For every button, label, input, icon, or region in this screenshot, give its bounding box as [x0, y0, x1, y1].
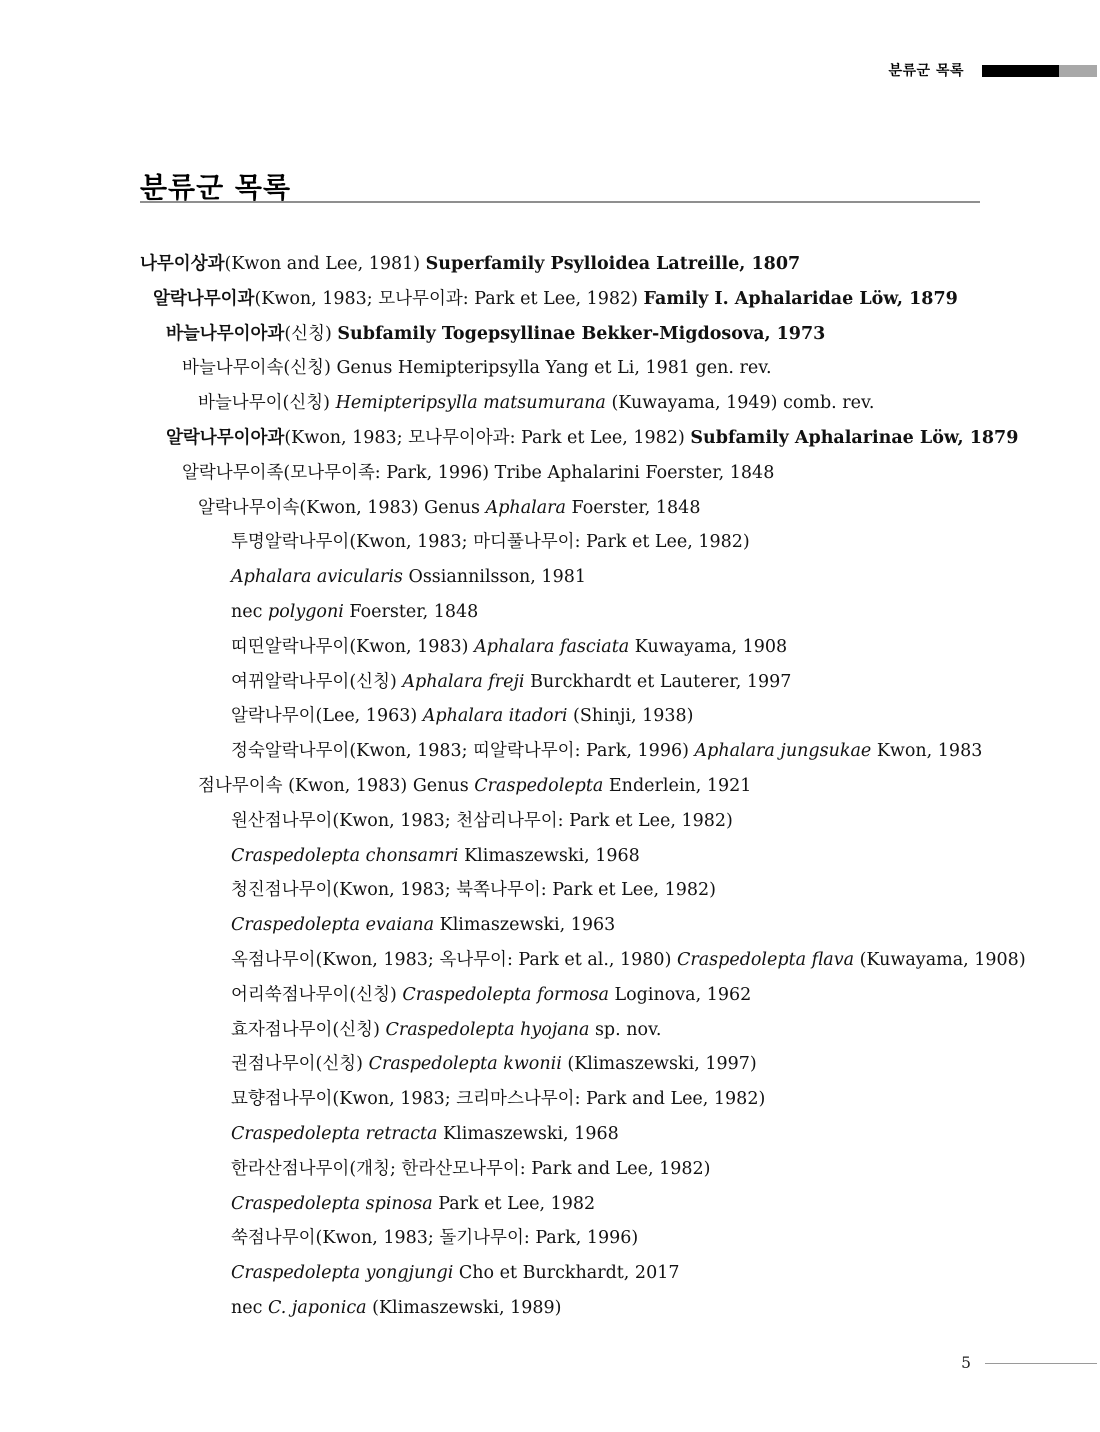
taxon-text-segment: 바늘나무이속(신칭) Genus Hemipteripsylla Yang et Li, 1981 gen. rev. [182, 358, 772, 379]
taxon-text-segment: Subfamily Aphalarinae Löw, 1879 [690, 427, 1019, 448]
taxon-line [140, 421, 1070, 456]
taxon-text-segment: (Kwon, 1983; 모나무이아과: Park et Lee, 1982) [284, 427, 691, 448]
taxon-line [140, 351, 1070, 386]
taxon-line [140, 491, 1070, 526]
taxon-text-segment: Ossiannilsson, 1981 [402, 567, 586, 588]
taxon-text-segment: Foerster, 1848 [343, 601, 479, 622]
taxon-text-segment: 점나무이속 (Kwon, 1983) Genus [198, 775, 475, 796]
taxon-line [140, 456, 1070, 491]
taxon-line [140, 1256, 1070, 1291]
taxon-text-segment: (Kuwayama, 1908) [854, 949, 1026, 970]
taxon-line [140, 1082, 1070, 1117]
running-header-title: 분류군 목록 [888, 63, 964, 79]
taxon-line [140, 734, 1070, 769]
taxon-text-segment: Kuwayama, 1908 [629, 636, 788, 657]
taxon-text-segment: Superfamily Psylloidea Latreille, 1807 [425, 254, 801, 274]
taxon-text-segment: sp. nov. [589, 1019, 662, 1040]
taxon-line [140, 1187, 1070, 1222]
taxon-text-segment: 알락나무이과 [153, 288, 255, 309]
taxon-text-segment: Klimaszewski, 1968 [458, 845, 640, 866]
page-title: 분류군 목록 [140, 170, 291, 204]
taxon-line [140, 804, 1070, 839]
taxon-text-segment: Aphalara [485, 497, 566, 518]
taxon-text-segment: Foerster, 1848 [565, 497, 701, 518]
page-footer [0, 1354, 1097, 1372]
taxon-text-segment: Craspedolepta spinosa [231, 1193, 433, 1214]
taxon-line [140, 665, 1070, 700]
taxon-text-segment: 바늘나무이(신칭) [198, 393, 336, 414]
footer-divider [985, 1363, 1097, 1364]
taxon-text-segment: Craspedolepta hyojana [385, 1019, 590, 1040]
taxon-text-segment: (신칭) [284, 323, 338, 344]
taxon-text-segment: 청진점나무이(Kwon, 1983; 북쪽나무이: Park et Lee, 1982) [231, 880, 716, 901]
taxon-text-segment: 바늘나무이아과 [166, 323, 285, 344]
taxon-line [140, 769, 1070, 804]
taxon-line [140, 317, 1070, 352]
taxon-text-segment: Loginova, 1962 [608, 984, 752, 1005]
taxon-text-segment: Klimaszewski, 1968 [437, 1123, 619, 1144]
taxon-line [140, 386, 1070, 421]
header-black-bar [982, 65, 1059, 77]
taxon-line [140, 908, 1070, 943]
taxon-text-segment: Subfamily Togepsyllinae Bekker-Migdosova, 1973 [337, 323, 826, 344]
taxon-text-segment: 여뀌알락나무이(신칭) [231, 671, 403, 692]
taxon-text-segment: Craspedolepta formosa [402, 984, 609, 1005]
taxon-line [140, 839, 1070, 874]
header-gray-bar [1059, 65, 1097, 77]
taxon-text-segment: (Shinji, 1938) [567, 706, 694, 727]
taxon-text-segment: (Kwon and Lee, 1981) [224, 254, 426, 274]
taxon-text-segment: (Kwon, 1983; 모나무이과: Park et Lee, 1982) [254, 288, 644, 309]
taxon-line [140, 699, 1070, 734]
taxon-text-segment: Craspedolepta yongjungi [231, 1263, 454, 1284]
taxon-text-segment: Aphalara freji [402, 671, 525, 692]
taxon-text-segment: Enderlein, 1921 [603, 775, 752, 796]
taxon-text-segment: 묘향점나무이(Kwon, 1983; 크리마스나무이: Park and Lee, 1982) [231, 1089, 766, 1110]
taxon-text-segment: 한라산점나무이(개칭; 한라산모나무이: Park and Lee, 1982) [231, 1158, 711, 1179]
taxon-text-segment: 어리쑥점나무이(신칭) [231, 984, 403, 1005]
taxon-text-segment: Craspedolepta retracta [231, 1123, 438, 1144]
taxon-line [140, 1047, 1070, 1082]
taxon-text-segment: 원산점나무이(Kwon, 1983; 천삼리나무이: Park et Lee, 1982) [231, 810, 733, 831]
taxon-text-segment: Kwon, 1983 [871, 741, 983, 762]
taxon-line [140, 560, 1070, 595]
taxon-line [140, 873, 1070, 908]
taxon-text-segment: Family I. Aphalaridae Löw, 1879 [643, 288, 958, 309]
taxon-text-segment: Craspedolepta evaiana [231, 915, 435, 936]
taxon-text-segment: Aphalara jungsukae [694, 741, 872, 762]
taxon-text-segment: Craspedolepta kwonii [368, 1054, 562, 1075]
taxon-line [140, 978, 1070, 1013]
taxon-text-segment: nec [231, 601, 268, 622]
taxon-text-segment: 권점나무이(신칭) [231, 1054, 369, 1075]
taxon-text-segment: Klimaszewski, 1963 [434, 915, 616, 936]
taxon-line [140, 943, 1070, 978]
taxon-text-segment: nec [231, 1297, 268, 1318]
taxon-text-segment: C. japonica [268, 1297, 367, 1318]
taxon-text-segment: Craspedolepta chonsamri [231, 845, 459, 866]
taxon-text-segment: 쑥점나무이(Kwon, 1983; 돌기나무이: Park, 1996) [231, 1228, 639, 1249]
taxon-line [140, 1117, 1070, 1152]
taxon-text-segment: Burckhardt et Lauterer, 1997 [524, 671, 792, 692]
taxon-text-segment: (Klimaszewski, 1997) [561, 1054, 757, 1075]
taxon-text-segment: 효자점나무이(신칭) [231, 1019, 386, 1040]
taxon-text-segment: 투명알락나무이(Kwon, 1983; 마디풀나무이: Park et Lee, 1982) [231, 532, 750, 553]
title-divider [140, 201, 980, 203]
taxa-list [140, 247, 1070, 1326]
taxon-line [140, 1221, 1070, 1256]
taxon-line [140, 1291, 1070, 1326]
taxon-text-segment: Craspedolepta flava [676, 949, 855, 970]
taxon-line [140, 282, 1070, 317]
taxon-text-segment: Park et Lee, 1982 [432, 1193, 596, 1214]
taxon-text-segment: (Kuwayama, 1949) comb. rev. [605, 393, 875, 414]
taxon-line [140, 595, 1070, 630]
taxon-text-segment: polygoni [268, 601, 344, 622]
taxon-text-segment: 옥점나무이(Kwon, 1983; 옥나무이: Park et al., 1980) [231, 949, 677, 970]
taxon-text-segment: Hemipteripsylla matsumurana [335, 393, 606, 414]
taxon-text-segment: Cho et Burckhardt, 2017 [453, 1263, 680, 1284]
taxon-text-segment: 나무이상과 [140, 254, 225, 274]
taxon-line [140, 247, 1070, 282]
taxon-text-segment: 알락나무이속(Kwon, 1983) Genus [198, 497, 486, 518]
taxon-line [140, 630, 1070, 665]
taxon-text-segment: 알락나무이(Lee, 1963) [231, 706, 423, 727]
taxon-line [140, 1013, 1070, 1048]
taxon-text-segment: 띠띤알락나무이(Kwon, 1983) [231, 636, 475, 657]
taxon-text-segment: 알락나무이족(모나무이족: Park, 1996) Tribe Aphalarini Foerster, 1848 [182, 462, 775, 483]
taxon-text-segment: (Klimaszewski, 1989) [366, 1297, 562, 1318]
taxon-text-segment: Aphalara avicularis [231, 567, 403, 588]
taxon-text-segment: Craspedolepta [474, 775, 604, 796]
page-number: 5 [961, 1354, 971, 1372]
taxon-text-segment: Aphalara fasciata [474, 636, 630, 657]
taxon-text-segment: 알락나무이아과 [166, 427, 285, 448]
running-header [0, 63, 1097, 79]
taxon-text-segment: Aphalara itadori [422, 706, 568, 727]
taxon-line [140, 525, 1070, 560]
taxon-line [140, 1152, 1070, 1187]
taxon-text-segment: 정숙알락나무이(Kwon, 1983; 띠알락나무이: Park, 1996) [231, 741, 695, 762]
